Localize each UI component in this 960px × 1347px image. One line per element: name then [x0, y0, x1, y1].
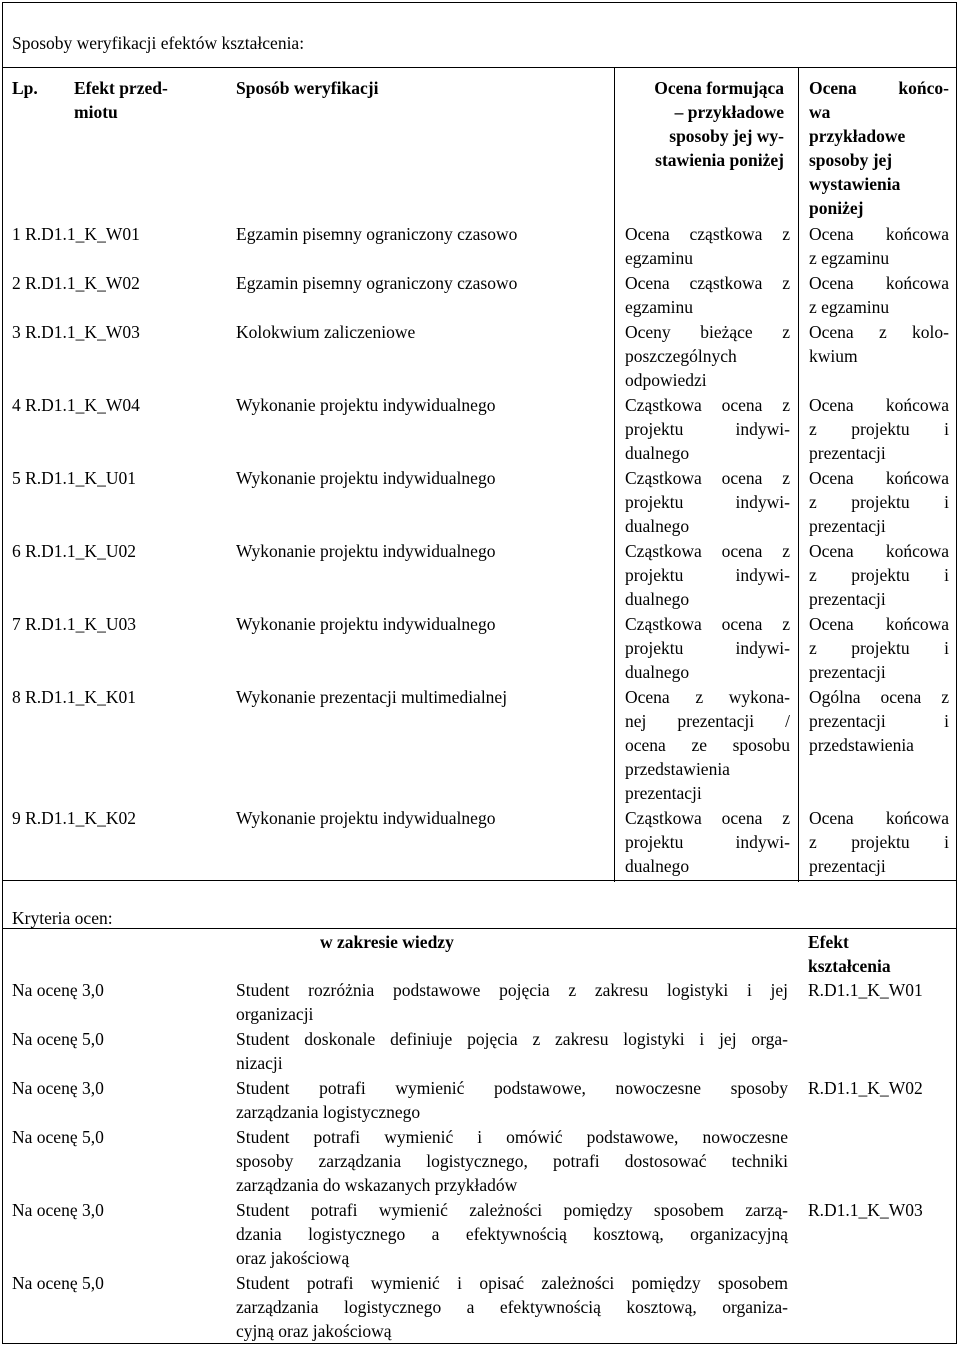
row-formujaca-line: odpowiedzi — [625, 370, 707, 390]
row-sposob: Egzamin pisemny ograniczony czasowo — [236, 273, 518, 293]
row-formujaca-line: przedstawienia — [625, 759, 730, 779]
row-lp-efekt: 9 R.D1.1_K_K02 — [12, 808, 136, 828]
divider — [3, 880, 956, 881]
header-formujaca-line: sposoby jej wy- — [669, 126, 784, 146]
header-efekt-line: miotu — [74, 102, 118, 122]
criteria-grade: Na ocenę 5,0 — [12, 1273, 104, 1293]
row-koncowa-line: prezentacji — [809, 589, 886, 609]
row-formujaca-line: ocena ze sposobu — [625, 735, 790, 755]
criteria-grade: Na ocenę 5,0 — [12, 1029, 104, 1049]
row-sposob: Wykonanie projektu indywidualnego — [236, 468, 496, 488]
row-lp-efekt: 6 R.D1.1_K_U02 — [12, 541, 136, 561]
criteria-description — [236, 978, 788, 1026]
criteria-grade: Na ocenę 3,0 — [12, 980, 104, 1000]
row-sposob: Wykonanie projektu indywidualnego — [236, 808, 496, 828]
row-koncowa-line: przedstawienia — [809, 735, 914, 755]
row-formujaca — [625, 222, 790, 270]
row-koncowa-line: Ocena końcowa — [809, 273, 949, 293]
criteria-description-line: nizacji — [236, 1053, 283, 1073]
row-formujaca-line: Cząstkowa ocena z — [625, 808, 790, 828]
header-koncowa-line: wa — [809, 102, 831, 122]
row-lp-efekt: 5 R.D1.1_K_U01 — [12, 468, 136, 488]
column-divider — [798, 68, 799, 882]
row-lp-efekt: 4 R.D1.1_K_W04 — [12, 395, 140, 415]
header-koncowa — [809, 76, 949, 220]
criteria-description — [236, 1125, 788, 1197]
row-sposob: Egzamin pisemny ograniczony czasowo — [236, 224, 518, 244]
row-formujaca-line: projektu indywi- — [625, 832, 790, 852]
row-koncowa-line: z egzaminu — [809, 248, 890, 268]
column-divider — [614, 68, 615, 882]
row-koncowa-line: Ocena z kolo- — [809, 322, 949, 342]
row-sposob: Wykonanie prezentacji multimedialnej — [236, 687, 508, 707]
row-lp-efekt: 3 R.D1.1_K_W03 — [12, 322, 140, 342]
row-koncowa-line: Ocena końcowa — [809, 614, 949, 634]
criteria-title: Kryteria ocen: — [12, 908, 113, 928]
header-formujaca-line: stawienia poniżej — [655, 150, 784, 170]
header-koncowa-line: poniżej — [809, 198, 864, 218]
row-koncowa — [809, 393, 949, 465]
row-koncowa — [809, 320, 949, 368]
row-formujaca-line: Cząstkowa ocena z — [625, 614, 790, 634]
row-sposob: Wykonanie projektu indywidualnego — [236, 395, 496, 415]
criteria-description-line: zarządzania logistycznego — [236, 1102, 421, 1122]
criteria-subheader: w zakresie wiedzy — [320, 932, 454, 952]
row-koncowa — [809, 222, 949, 270]
row-sposob: Wykonanie projektu indywidualnego — [236, 614, 496, 634]
header-koncowa-line: wystawienia — [809, 174, 901, 194]
criteria-description-line: zarządzania do wskazanych przykładów — [236, 1175, 518, 1195]
row-koncowa-line: Ocena końcowa — [809, 808, 949, 828]
header-lp: Lp. — [12, 78, 38, 98]
row-koncowa-line: prezentacji — [809, 443, 886, 463]
criteria-description-line: Student potrafi wymienić zależności pomiędzy sposobem zarzą- — [236, 1200, 788, 1220]
criteria-description-line: dzania logistycznego a efektywnością kosztową, organizacyjną — [236, 1224, 788, 1244]
row-formujaca — [625, 320, 790, 392]
header-formujaca — [614, 76, 784, 172]
row-lp-efekt: 2 R.D1.1_K_W02 — [12, 273, 140, 293]
divider — [3, 928, 956, 929]
criteria-grade: Na ocenę 5,0 — [12, 1127, 104, 1147]
row-koncowa-line: z projektu i — [809, 565, 949, 585]
row-formujaca-line: dualnego — [625, 516, 690, 536]
row-lp-efekt: 1 R.D1.1_K_W01 — [12, 224, 140, 244]
row-formujaca-line: dualnego — [625, 443, 690, 463]
row-koncowa-line: Ocena końcowa — [809, 395, 949, 415]
row-koncowa-line: prezentacji — [809, 856, 886, 876]
row-koncowa-line: Ocena końcowa — [809, 224, 949, 244]
row-koncowa-line: Ogólna ocena z — [809, 687, 949, 707]
criteria-description-line: Student rozróżnia podstawowe pojęcia z zakresu logistyki i jej — [236, 980, 788, 1000]
row-formujaca — [625, 466, 790, 538]
row-formujaca-line: Ocena cząstkowa z — [625, 273, 790, 293]
criteria-description-line: Student potrafi wymienić podstawowe, nowoczesne sposoby — [236, 1078, 788, 1098]
row-koncowa — [809, 539, 949, 611]
criteria-description-line: cyjną oraz jakościową — [236, 1321, 392, 1341]
row-koncowa-line: z projektu i — [809, 832, 949, 852]
criteria-description — [236, 1271, 788, 1343]
row-formujaca-line: poszczególnych — [625, 346, 737, 366]
section-title: Sposoby weryfikacji efektów kształcenia: — [12, 33, 305, 53]
row-koncowa-line: prezentacji — [809, 662, 886, 682]
row-koncowa-line: prezentacji i — [809, 711, 949, 731]
row-formujaca-line: dualnego — [625, 589, 690, 609]
criteria-description-line: Student doskonale definiuje pojęcia z zakresu logistyki i jej orga- — [236, 1029, 788, 1049]
criteria-description — [236, 1027, 788, 1075]
row-formujaca-line: prezentacji — [625, 783, 702, 803]
row-koncowa-line: prezentacji — [809, 516, 886, 536]
row-formujaca-line: projektu indywi- — [625, 638, 790, 658]
row-koncowa-line: z projektu i — [809, 419, 949, 439]
criteria-description-line: sposoby zarządzania logistycznego, potrafi dostosować techniki — [236, 1151, 788, 1171]
row-koncowa-line: z projektu i — [809, 492, 949, 512]
divider — [3, 67, 956, 68]
row-formujaca-line: egzaminu — [625, 297, 694, 317]
row-formujaca-line: dualnego — [625, 662, 690, 682]
criteria-efekt: R.D1.1_K_W02 — [808, 1078, 923, 1098]
row-koncowa-line: z projektu i — [809, 638, 949, 658]
row-formujaca-line: egzaminu — [625, 248, 694, 268]
header-formujaca-line: Ocena formująca — [654, 78, 784, 98]
row-formujaca-line: Cząstkowa ocena z — [625, 541, 790, 561]
criteria-description-line: zarządzania logistycznego a efektywnością kosztową, organiza- — [236, 1297, 788, 1317]
criteria-efekt: R.D1.1_K_W01 — [808, 980, 923, 1000]
criteria-description-line: oraz jakościową — [236, 1248, 350, 1268]
criteria-description-line: Student potrafi wymienić i omówić podstawowe, nowoczesne — [236, 1127, 788, 1147]
row-formujaca — [625, 393, 790, 465]
row-lp-efekt: 8 R.D1.1_K_K01 — [12, 687, 136, 707]
row-formujaca-line: Oceny bieżące z — [625, 322, 790, 342]
row-formujaca — [625, 539, 790, 611]
row-formujaca-line: projektu indywi- — [625, 492, 790, 512]
row-koncowa — [809, 806, 949, 878]
row-koncowa-line: Ocena końcowa — [809, 468, 949, 488]
row-formujaca — [625, 271, 790, 319]
criteria-description — [236, 1076, 788, 1124]
row-sposob: Wykonanie projektu indywidualnego — [236, 541, 496, 561]
header-formujaca-line: – przykładowe — [674, 102, 784, 122]
header-sposob: Sposób weryfikacji — [236, 78, 379, 98]
row-lp-efekt: 7 R.D1.1_K_U03 — [12, 614, 136, 634]
criteria-grade: Na ocenę 3,0 — [12, 1200, 104, 1220]
criteria-description-line: Student potrafi wymienić i opisać zależności pomiędzy sposobem — [236, 1273, 788, 1293]
row-formujaca-line: nej prezentacji / — [625, 711, 790, 731]
row-koncowa-line: Ocena końcowa — [809, 541, 949, 561]
row-formujaca-line: dualnego — [625, 856, 690, 876]
row-formujaca-line: Ocena z wykona- — [625, 687, 790, 707]
row-koncowa — [809, 685, 949, 757]
row-formujaca-line: Cząstkowa ocena z — [625, 468, 790, 488]
header-efekt — [74, 76, 168, 124]
row-formujaca-line: Cząstkowa ocena z — [625, 395, 790, 415]
row-formujaca-line: projektu indywi- — [625, 565, 790, 585]
row-formujaca — [625, 806, 790, 878]
criteria-grade: Na ocenę 3,0 — [12, 1078, 104, 1098]
efekt-header: Efekt kształcenia — [808, 932, 891, 976]
header-koncowa-line: przykładowe — [809, 126, 906, 146]
row-koncowa — [809, 271, 949, 319]
row-formujaca — [625, 685, 790, 805]
header-efekt-line: Efekt przed- — [74, 78, 168, 98]
row-sposob: Kolokwium zaliczeniowe — [236, 322, 416, 342]
row-koncowa — [809, 466, 949, 538]
row-koncowa — [809, 612, 949, 684]
row-formujaca — [625, 612, 790, 684]
row-koncowa-line: z egzaminu — [809, 297, 890, 317]
criteria-description-line: organizacji — [236, 1004, 314, 1024]
row-formujaca-line: Ocena cząstkowa z — [625, 224, 790, 244]
criteria-efekt: R.D1.1_K_W03 — [808, 1200, 923, 1220]
row-formujaca-line: projektu indywi- — [625, 419, 790, 439]
header-koncowa-line: Ocena końco- — [809, 78, 949, 98]
row-koncowa-line: kwium — [809, 346, 858, 366]
header-koncowa-line: sposoby jej — [809, 150, 893, 170]
criteria-description — [236, 1198, 788, 1270]
